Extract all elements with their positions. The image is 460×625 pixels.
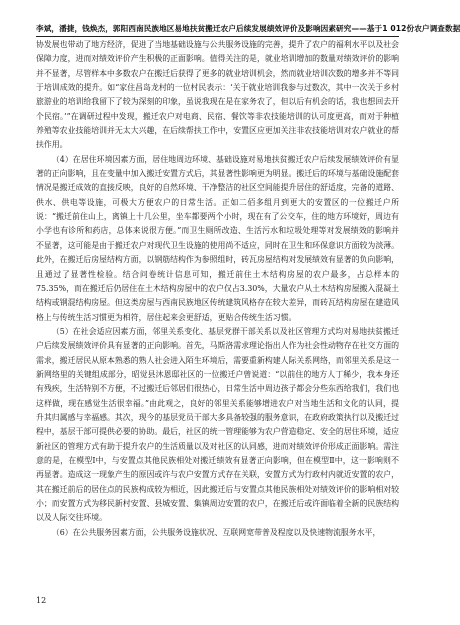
page-number: 12 bbox=[36, 596, 47, 605]
article-body bbox=[36, 38, 399, 540]
header-title: 西南民族地区易地扶贫搬迁农户后续发展绩效评价及影响因素研究——基于1 012份农户调查数据 bbox=[128, 24, 460, 33]
header-authors: 李斌，潘捷，钱焕杰，郭阳 bbox=[36, 24, 129, 33]
paragraph-1: 协发展也带动了地方经济，促进了当地基础设施与公共服务设施的完善，提升了农户的福利水平以及社会保障力度，进而对绩效评价产生积极的正面影响。值得关注的是，就业培训增加的数量对绩效评价的影响并不显著，尽管样本中多数农户在搬迁后获得了更多的就业培训机会，然而就业培训次数的增多并不等同于培训成效的提升。如“家住昌岛龙村的一位村民表示：‘关于就业培训我参与过数次，其中一次关于乡村旅游业的培训给我留下了较为深刻的印象，虽说我现在是在家务农了，但以后有机会的话，我也想回去开个民宿。’”在调研过程中发现，搬迁农户对电商、民宿、餐饮等非农技能培训的认可度更高，而对于种植养殖等农业技能培训并无太大兴趣，在后续帮扶工作中，安置区应更加关注非农技能培训对农户就业的帮扶作用。 bbox=[36, 40, 399, 150]
paragraph-2: （4）在居住环境因素方面，居住地周边环境、基础设施对易地扶贫搬迁农户后续发展绩效评价有显著的正向影响，且在变量中加入搬迁安置方式后，其显著性影响更为明显。搬迁后的环境与基础设施配套情况是搬迁成效的直接反映，良好的自然环境、干净整洁的社区空间能提升居住的舒适度，完备的道路、供水、供电等设施，可极大方便农户的日常生活。正如二佰多组月到更大的安置区的一位搬迁户所说：“搬迁前住山上，离镇上十几公里，坐车都要两个小时，现在有了公交车，住的地方环境好，周边有小学也有诊所和药店，总体来说很方便。”而卫生厕所改造、生活污水和垃圾处理等对发展绩效的影响并不显著，这可能是由于搬迁农户对现代卫生设施的使用尚不适应，同时在卫生和环保意识方面较为淡薄。此外，在搬迁后房屋结构方面，以钢筋结构作为参照组时，砖瓦房屋结构对发展绩效有显著的负向影响，且通过了显著性检验。结合问卷统计信息可知，搬迁前住土木结构房屋的农户最多，占总样本的75.35%，而在搬迁后仍居住在土木结构房屋中的农户仅占3.30%，大量农户从土木结构房屋搬入混凝土结构或钢混结构房屋。但这类房屋与西南民族地区传统建筑风格存在较大差异，而砖瓦结构房屋在建造风格上与传统生活习惯更为相符，居住起来会更舒适，更贴合传统生活习惯。 bbox=[36, 154, 399, 322]
running-header bbox=[36, 18, 460, 37]
paragraph-4: （6）在公共服务因素方面，公共服务设施状况、互联网宽带普及程度以及快速物流服务水平， bbox=[51, 527, 381, 537]
paragraph-3: （5）在社会适应因素方面，邻里关系变化、基层党群干部关系以及社区管理方式均对易地扶贫搬迁户后续发展绩效评价具有显著的正向影响。首先，马斯洛需求理论指出人作为社会性动物存在社交方面的需求，搬迁居民从原本熟悉的熟人社会进入陌生环境后，需要重新构建人际关系网络，而邻里关系是这一新网络里的关键组成部分，昭觉县沐恩邸社区的一位搬迁户曾说道：“以前住的地方人丁稀少，我本身还有残疾，生活特别不方便，不过搬迁后邻居们很热心，日常生活中周边孩子都会分些东西给我们，我们也这样做，现在感觉生活很幸福。”由此观之，良好的邻里关系能够增进农户对当地生活和文化的认同，提升其归属感与幸福感。其次，现今的基层党员干部大多具备较强的服务意识，在政府政策执行以及搬迁过程中，基层干部可提供必要的协助。最后，社区的统一管理能够为农户营造稳定、安全的居住环境，适应新社区的管理方式有助于提升农户的生活质量以及对社区的认同感，进而对绩效评价形成正面影响。需注意的是，在模型Ⅰ中，与安置点其他民族相处对搬迁绩效有显著正向影响，但在模型Ⅱ中，这一影响则不再显著。造成这一现象产生的原因或许与农户安置方式存在关联，安置方式为行政村内就近安置的农户，其在搬迁前后的居住点的民族构成较为相近，因此搬迁后与安置点其他民族相处对绩效评价的影响相对较小；而安置方式为移民新村安置、县城安置、集镇周边安置的农户，在搬迁后或许面临着全新的民族结构以及人际交往环境。 bbox=[36, 326, 399, 523]
